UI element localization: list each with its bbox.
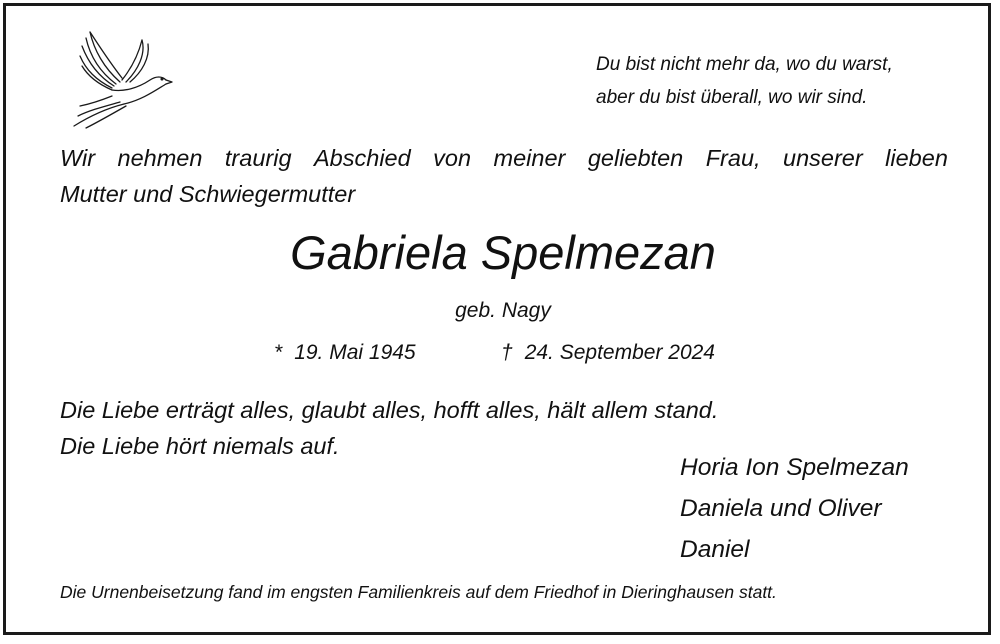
obituary-notice — [3, 3, 991, 635]
intro-word: unserer — [783, 145, 863, 171]
intro-word: lieben — [885, 145, 948, 171]
intro-word: Abschied — [314, 145, 411, 171]
maiden-name: geb. Nagy — [455, 299, 551, 322]
burial-note: Die Urnenbeisetzung fand im engsten Familienkreis auf dem Friedhof in Dieringhausen statt. — [60, 582, 777, 602]
deceased-name: Gabriela Spelmezan — [290, 226, 716, 279]
intro-word: geliebten — [587, 145, 684, 171]
death-date-text: 24. September 2024 — [524, 341, 715, 364]
intro-line-2: Mutter und Schwiegermutter — [60, 181, 356, 207]
quote-line-2: aber du bist überall, wo wir sind. — [596, 87, 868, 108]
signer-name: Horia Ion Spelmezan — [680, 454, 909, 481]
quote-line-1: Du bist nicht mehr da, wo du warst, — [596, 54, 893, 75]
intro-word: nehmen — [117, 145, 203, 171]
intro-word: Frau, — [705, 145, 761, 171]
verse-line-1: Die Liebe erträgt alles, glaubt alles, hofft alles, hält allem stand. — [60, 397, 719, 423]
death-date — [501, 338, 715, 368]
birth-date — [274, 338, 416, 368]
intro-word: meiner — [493, 145, 566, 171]
intro-word: Wir — [60, 145, 96, 171]
intro-word: traurig — [224, 145, 292, 171]
birth-date-text: 19. Mai 1945 — [294, 341, 416, 364]
intro-word: von — [433, 145, 472, 171]
intro-line-1 — [60, 140, 948, 176]
dove-icon — [68, 30, 176, 130]
death-symbol: † — [501, 341, 513, 364]
signer-name: Daniel — [680, 536, 750, 563]
signers — [680, 447, 980, 570]
intro-text — [60, 140, 948, 212]
signer-name: Daniela und Oliver — [680, 495, 882, 522]
quote — [596, 48, 956, 114]
verse-line-2: Die Liebe hört niemals auf. — [60, 433, 340, 459]
birth-symbol: * — [274, 341, 283, 364]
